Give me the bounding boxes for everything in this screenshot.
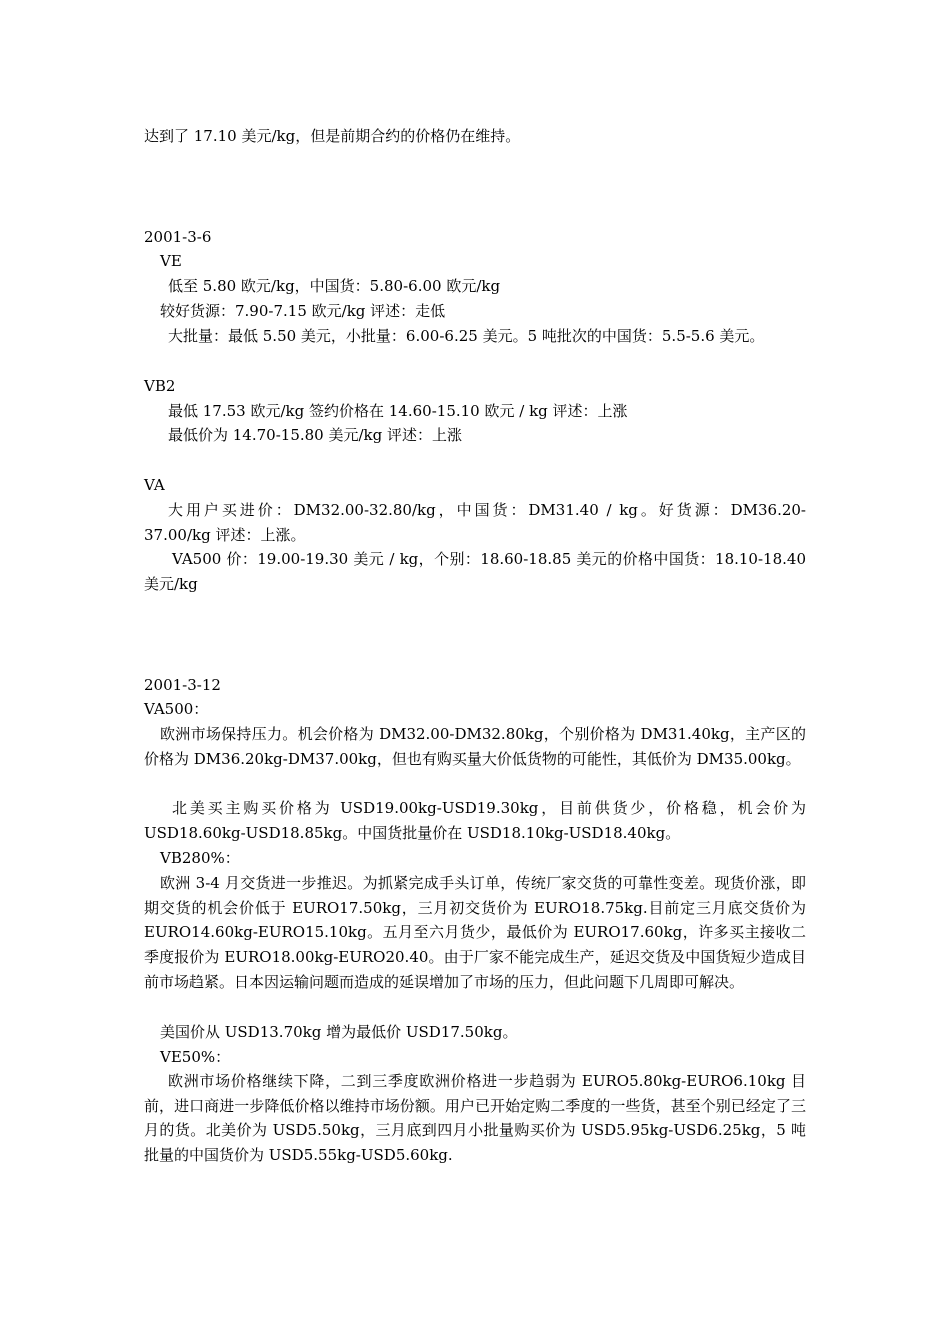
vb2-heading: VB2 — [144, 377, 176, 395]
va-paragraph-2: VA500 价：19.00-19.30 美元 / kg，个别：18.60-18.85 美元的价格中国货：18.10-18.40 美元/kg — [144, 550, 806, 593]
vb280-heading: VB280%： — [160, 849, 240, 867]
ve50-heading: VE50%： — [160, 1048, 231, 1066]
section1-date: 2001-3-6 — [144, 228, 212, 246]
vb280-paragraph-2: 美国价从 USD13.70kg 增为最低价 USD17.50kg。 — [160, 1023, 518, 1041]
va-paragraph-1: 大用户买进价：DM32.00-32.80/kg，中国货：DM31.40 / kg。好货源：DM36.20-37.00/kg 评述：上涨。 — [144, 501, 806, 544]
ve-line-3: 大批量：最低 5.50 美元，小批量：6.00-6.25 美元。5 吨批次的中国货：5.5-5.6 美元。 — [168, 327, 765, 345]
section2-date: 2001-3-12 — [144, 676, 221, 694]
intro-line: 达到了 17.10 美元/kg，但是前期合约的价格仍在维持。 — [144, 127, 521, 145]
va-heading: VA — [144, 476, 165, 494]
va500-paragraph-2: 北美买主购买价格为 USD19.00kg-USD19.30kg，目前供货少，价格稳，机会价为 USD18.60kg-USD18.85kg。中国货批量价在 USD18.10kg-USD18.40kg。 — [144, 799, 806, 842]
vb2-line-1: 最低 17.53 欧元/kg 签约价格在 14.60-15.10 欧元 / kg 评述：上涨 — [168, 402, 628, 420]
va500-paragraph-1: 欧洲市场保持压力。机会价格为 DM32.00-DM32.80kg，个别价格为 DM31.40kg，主产区的价格为 DM36.20kg-DM37.00kg，但也有购买量大价低货物的可能性，其低价为 DM35.00kg。 — [144, 725, 806, 768]
va500-heading: VA500： — [144, 700, 209, 718]
ve-heading: VE — [160, 252, 182, 270]
ve-line-2: 较好货源：7.90-7.15 欧元/kg 评述：走低 — [160, 302, 446, 320]
ve-line-1: 低至 5.80 欧元/kg，中国货：5.80-6.00 欧元/kg — [168, 277, 501, 295]
vb2-line-2: 最低价为 14.70-15.80 美元/kg 评述：上涨 — [168, 426, 463, 444]
vb280-paragraph-1: 欧洲 3-4 月交货进一步推迟。为抓紧完成手头订单，传统厂家交货的可靠性变差。现货价涨，即期交货的机会价低于 EURO17.50kg，三月初交货价为 EURO18.75kg.目前定三月底交货价为 EURO14.60kg-EURO15.10kg。五月至六月货少，最低价为 EURO17.60kg，许多买主接收二季度报价为 EURO18.00kg-EURO20.40。由于厂家不能完成生产，延迟交货及中国货短少造成目前市场趋紧。日本因运输问题而造成的延误增加了市场的压力，但此问题下几周即可解决。 — [144, 874, 806, 991]
ve50-paragraph-1: 欧洲市场价格继续下降，二到三季度欧洲价格进一步趋弱为 EURO5.80kg-EURO6.10kg 目前，进口商进一步降低价格以维持市场份额。用户已开始定购二季度的一些货，甚至个别已经定了三月的货。北美价为 USD5.50kg，三月底到四月小批量购买价为 USD5.95kg-USD6.25kg，5 吨批量的中国货价为 USD5.55kg-USD5.60kg. — [144, 1072, 806, 1165]
